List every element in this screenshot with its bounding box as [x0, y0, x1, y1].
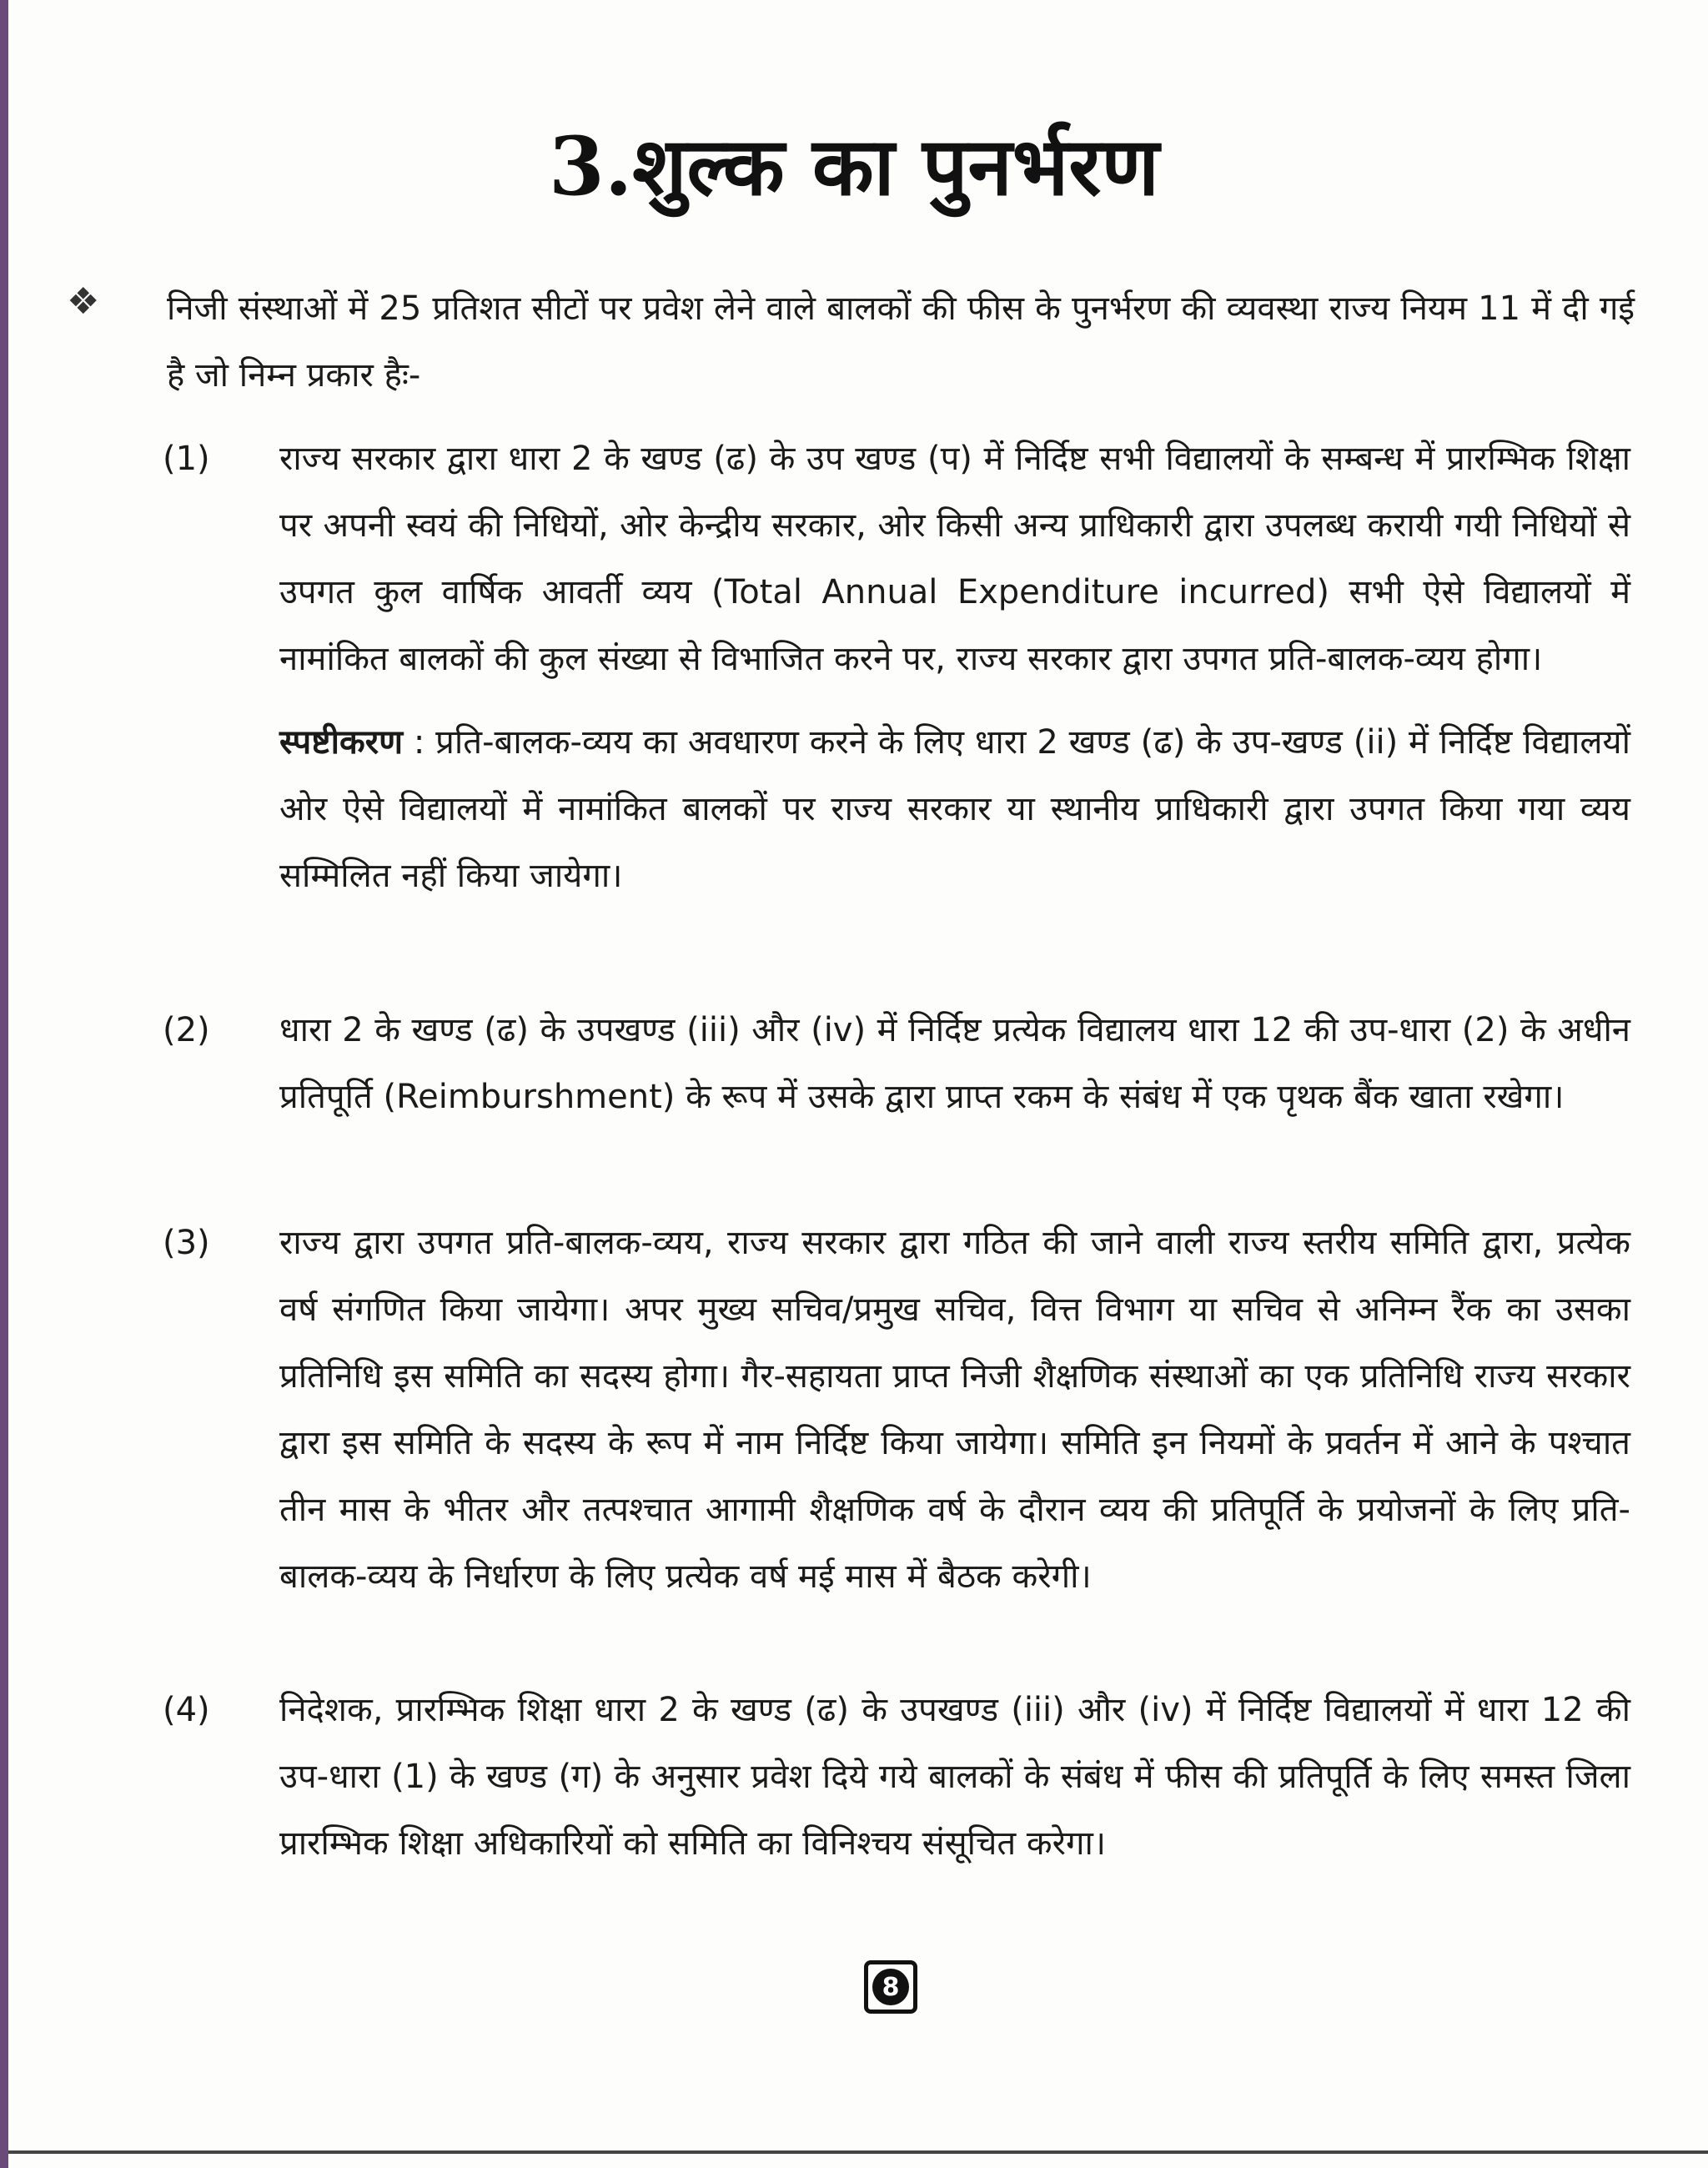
item-text: राज्य द्वारा उपगत प्रति-बालक-व्यय, राज्य सरकार द्वारा गठित की जाने वाली राज्य स्तरीय समिति द्वारा, प्रत्येक वर्ष संगणित किया जायेगा। अपर मुख्य सचिव/प्रमुख सचिव, वित्त विभाग या सचिव से अनिम्न रैंक का उसका प्रतिनिधि इस समिति का सदस्य होगा। गैर-सहायता प्राप्त निजी शैक्षणिक संस्थाओं का एक प्रतिनिधि राज्य सरकार द्वारा इस समिति के सदस्य के रूप में नाम निर्दिष्ट किया जायेगा। समिति इन नियमों के प्रवर्तन में आने के पश्चात तीन मास के भीतर और तत्पश्चात आगामी शैक्षणिक वर्ष के दौरान व्यय की प्रतिपूर्ति के प्रयोजनों के लिए प्रति-बालक-व्यय के निर्धारण के लिए प्रत्येक वर्ष मई मास में बैठक करेगी। [279, 1224, 1630, 1596]
page-left-edge [0, 0, 8, 2168]
item-text: राज्य सरकार द्वारा धारा 2 के खण्ड (ढ) के उप खण्ड (प) में निर्दिष्ट सभी विद्यालयों के सम्बन्ध में प्रारम्भिक शिक्षा पर अपनी स्वयं की निधियों, ओर केन्द्रीय सरकार, ओर किसी अन्य प्राधिकारी द्वारा उपलब्ध करायी गयी निधियों से उपगत कुल वार्षिक आवर्ती व्यय (Total Annual Expenditure incurred) सभी ऐसे विद्यालयों में नामांकित बालकों की कुल संख्या से विभाजित करने पर, राज्य सरकार द्वारा उपगत प्रति-बालक-व्यय होगा। [279, 440, 1630, 678]
item-number: (2) [163, 1011, 210, 1049]
item-number: (1) [163, 440, 210, 478]
item-text: निदेशक, प्रारम्भिक शिक्षा धारा 2 के खण्ड (ढ) के उपखण्ड (iii) और (iv) में निर्दिष्ट विद्यालयों में धारा 12 की उप-धारा (1) के खण्ड (ग) के अनुसार प्रवेश दिये गये बालकों के संबंध में फीस की प्रतिपूर्ति के लिए समस्त जिला प्रारम्भिक शिक्षा अधिकारियों को समिति का विनिश्चय संसूचित करेगा। [279, 1691, 1630, 1863]
page-title: 3.शुल्क का पुनर्भरण [549, 119, 1159, 214]
item-number: (3) [163, 1224, 210, 1262]
page-number-badge [864, 1960, 917, 2014]
explanation-text: : प्रति-बालक-व्यय का अवधारण करने के लिए धारा 2 खण्ड (ढ) के उप-खण्ड (ii) में निर्दिष्ट विद्यालयों ओर ऐसे विद्यालयों में नामांकित बालकों पर राज्य सरकार या स्थानीय प्राधिकारी द्वारा उपगत किया गया व्यय सम्मिलित नहीं किया जायेगा। [279, 723, 1630, 895]
item-number: (4) [163, 1691, 210, 1729]
list-item-3 [163, 1210, 1630, 1610]
page-number: 8 [872, 1969, 909, 2005]
list-item-2 [163, 997, 1630, 1130]
explanation-label: स्पष्टीकरण [279, 723, 403, 762]
item-text: धारा 2 के खण्ड (ढ) के उपखण्ड (iii) और (iv) में निर्दिष्ट प्रत्येक विद्यालय धारा 12 की उप-धारा (2) के अधीन प्रतिपूर्ति (Reimburshment) के रूप में उसके द्वारा प्राप्त रकम के संबंध में एक पृथक बैंक खाता रखेगा। [279, 1011, 1630, 1116]
explanation-note [279, 709, 1630, 909]
bottom-border [8, 2150, 1708, 2154]
intro-paragraph [67, 275, 1635, 409]
diamond-bullet-icon: ❖ [67, 280, 100, 323]
list-item-4 [163, 1677, 1630, 1877]
intro-text: निजी संस्थाओं में 25 प्रतिशत सीटों पर प्रवेश लेने वाले बालकों की फीस के पुनर्भरण की व्यवस्था राज्य नियम 11 में दी गई है जो निम्न प्रकार हैः- [167, 289, 1635, 395]
list-item-1 [163, 425, 1630, 909]
